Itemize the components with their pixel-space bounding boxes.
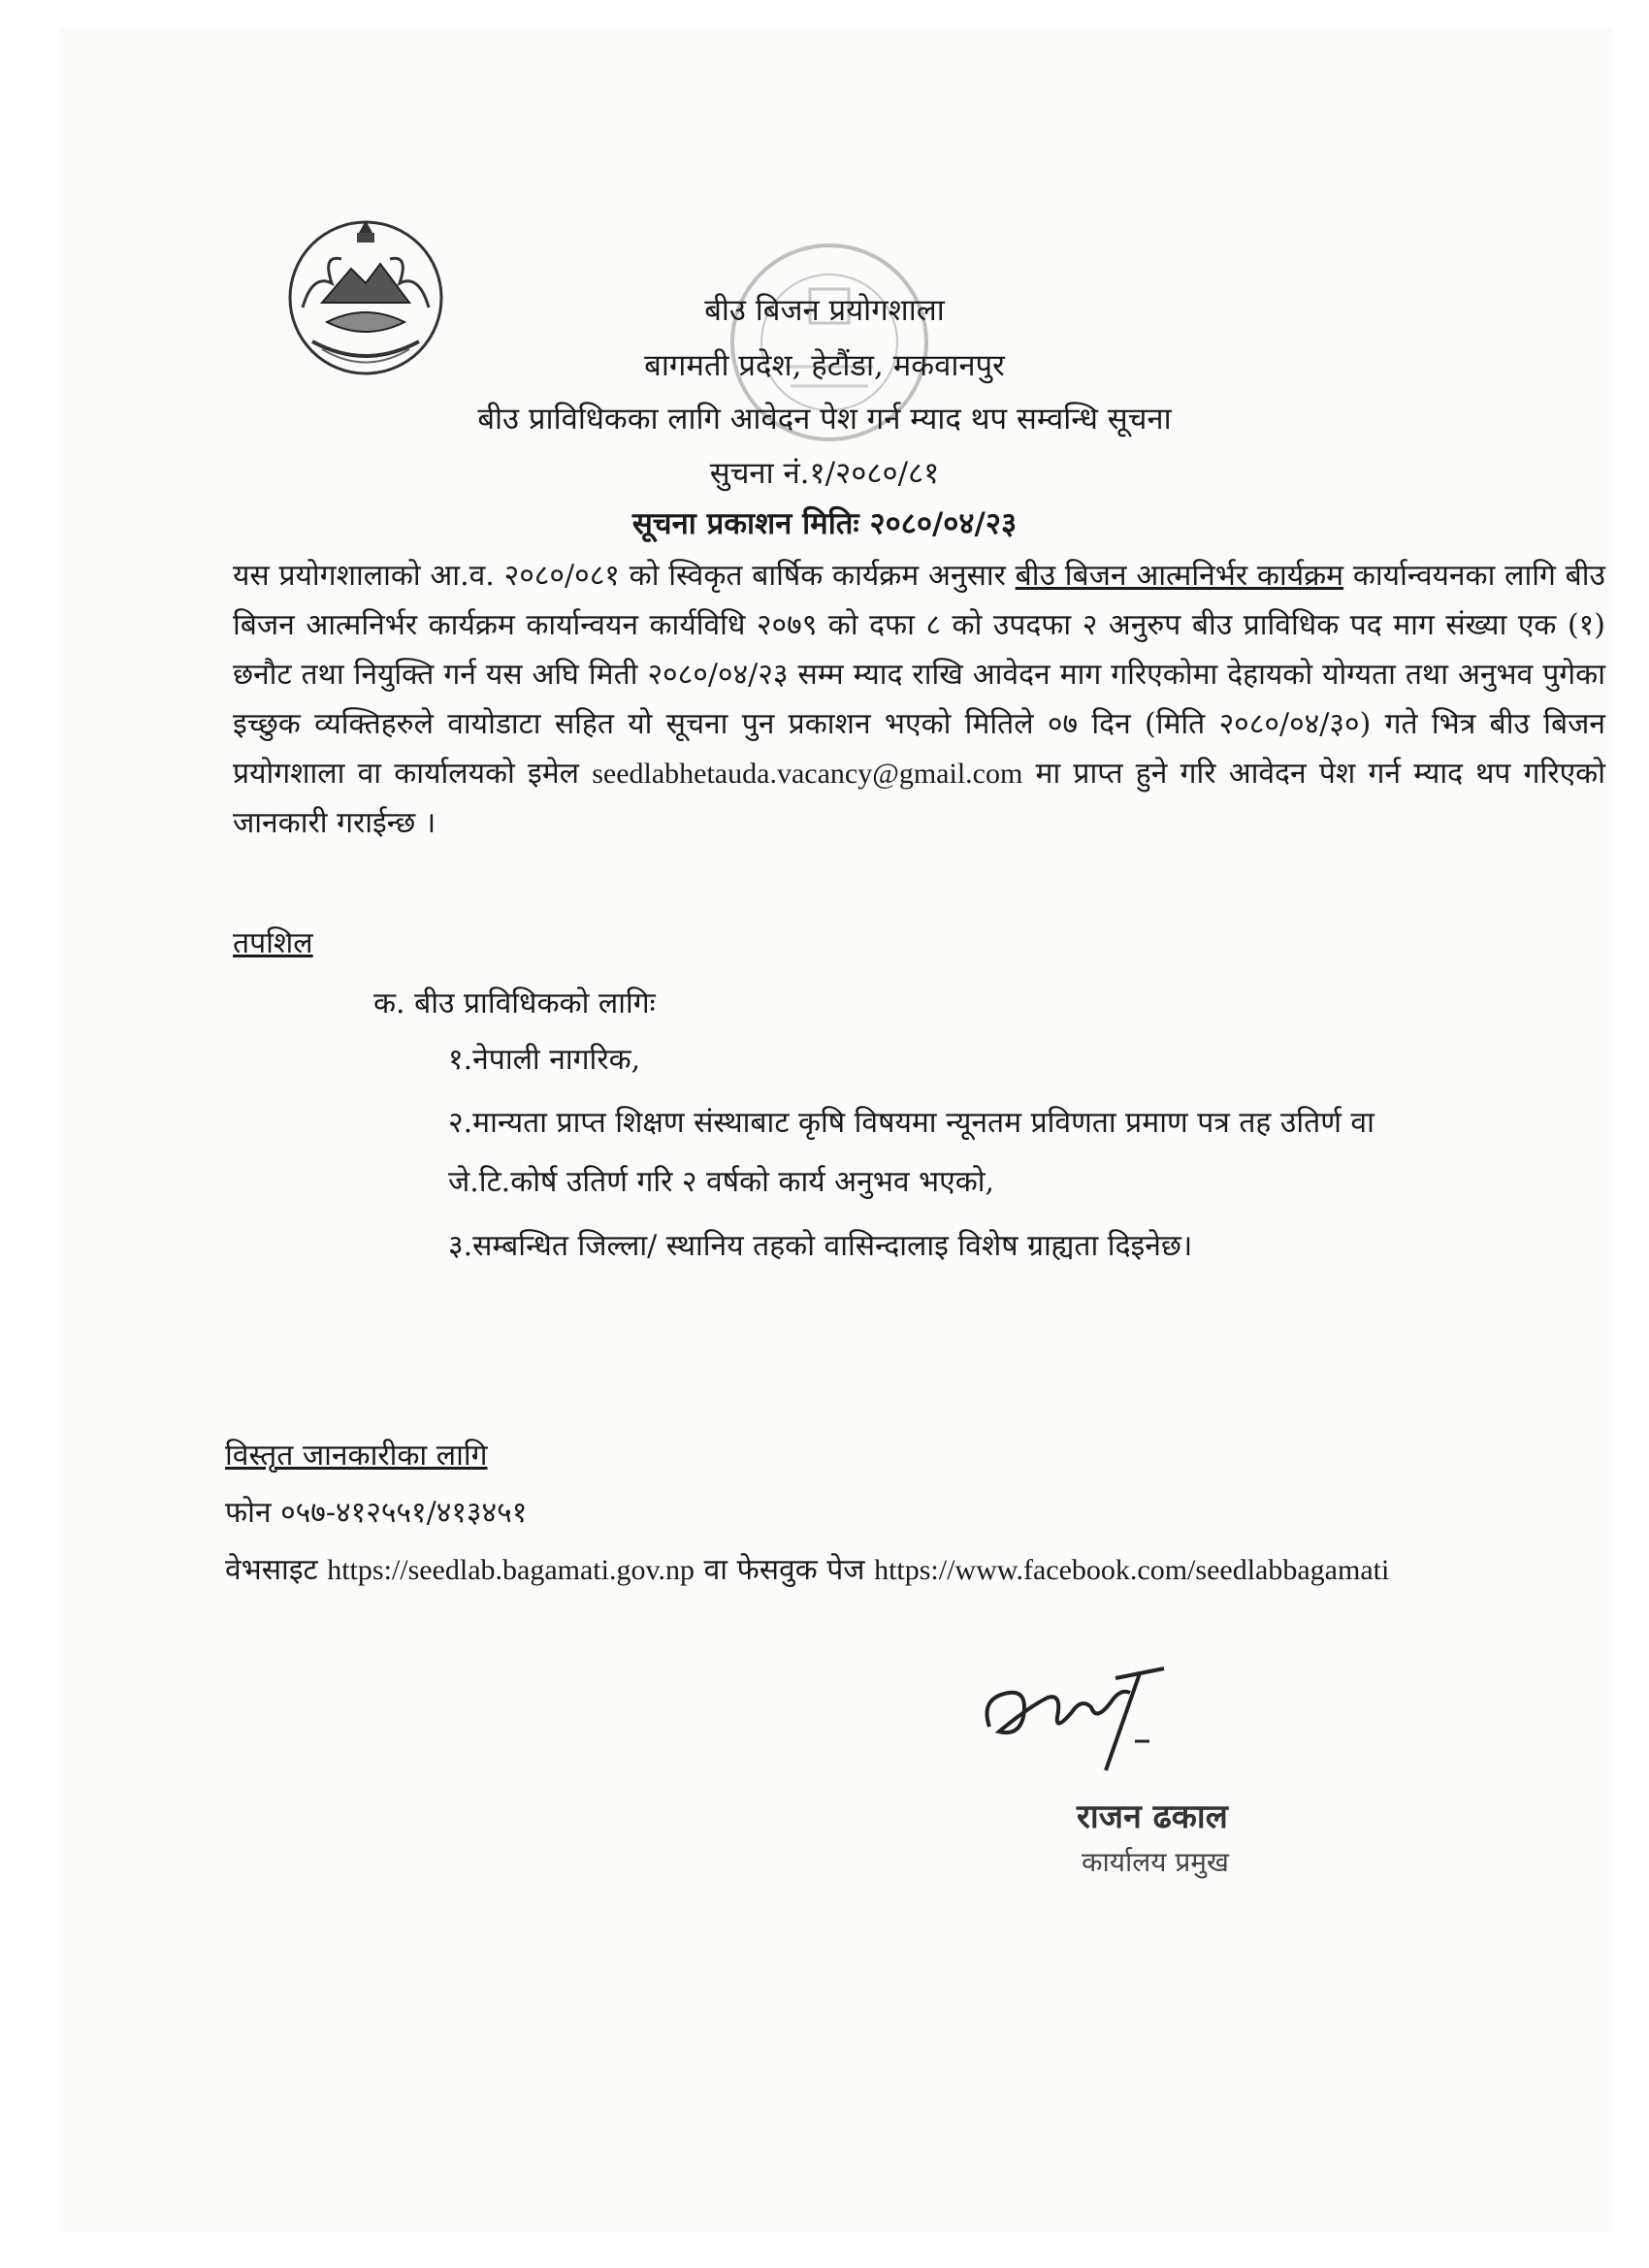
notice-subject: बीउ प्राविधिकका लागि आवेदन पेश गर्न म्याद थप सम्वन्धि सूचना xyxy=(477,402,1172,437)
contact-heading: विस्तृत जानकारीका लागि xyxy=(225,1439,488,1473)
signer-title: कार्यालय प्रमुख xyxy=(1082,1846,1229,1878)
program-name: बीउ बिजन आत्मनिर्भर कार्यक्रम xyxy=(1015,559,1344,593)
body-text-part2: कार्यान्वयनका लागि बीउ बिजन आत्मनिर्भर कार्यक्रम कार्यान्वयन कार्यविधि २०७९ को दफा ८ को उपदफा २ अनुरुप बीउ प्राविधिक पद माग संख्या एक (१) छनौट तथा नियुक्ति गर्न यस अघि मिती २०८०/०४/२३ सम्म म्याद राखि आवेदन माग गरिएकोमा देहायको योग्यता तथा अनुभव पुगेका इच्छुक व्यक्तिहरुले वायोडाटा सहित यो सूचना पुन प्रकाशन भएको मितिले ०७ दिन (मिति २०८०/०४/३०) गते भित्र बीउ बिजन प्रयोगशाला वा कार्यालयको इमेल xyxy=(233,559,1605,791)
handwritten-signature xyxy=(970,1649,1193,1775)
contact-phone: फोन ०५७-४१२५५१/४१३४५१ xyxy=(225,1496,528,1530)
requirement-item: २.मान्यता प्राप्त शिक्षण संस्थाबाट कृषि विषयमा न्यूनतम प्रविणता प्रमाण पत्र तह उतिर्ण वा xyxy=(448,1106,1374,1140)
requirement-item: जे.टि.कोर्ष उतिर्ण गरि २ वर्षको कार्य अनुभव भएको, xyxy=(448,1165,995,1199)
details-subheading: क. बीउ प्राविधिकको लागिः xyxy=(373,987,656,1021)
publication-date: सूचना प्रकाशन मितिः २०८०/०४/२३ xyxy=(631,506,1018,541)
body-text-part1: यस प्रयोगशालाको आ.व. २०८०/०८१ को स्विकृत बार्षिक कार्यक्रम अनुसार xyxy=(233,559,1016,593)
notice-body xyxy=(233,551,1605,848)
office-address: बागमती प्रदेश, हेटौंडा, मकवानपुर xyxy=(644,348,1005,383)
facebook-label: वा फेसवुक पेज xyxy=(703,1553,865,1587)
notice-number: सुचना नं.१/२०८०/८१ xyxy=(709,456,940,491)
website-link[interactable]: https://seedlab.bagamati.gov.np xyxy=(327,1554,695,1586)
requirement-item: १.नेपाली नागरिक, xyxy=(448,1043,641,1077)
body-text-part3: मा प्राप्त हुने गरि आवेदन पेश गर्न म्याद थप गरिएको जानकारी गराईन्छ । xyxy=(233,757,1605,840)
website-label: वेभसाइट xyxy=(225,1553,318,1587)
office-name: बीउ बिजन प्रयोगशाला xyxy=(704,293,945,328)
details-heading: तपशिल xyxy=(233,926,313,960)
signer-name: राजन ढकाल xyxy=(1077,1798,1228,1836)
application-email[interactable]: seedlabhetauda.vacancy@gmail.com xyxy=(592,758,1023,790)
requirement-item: ३.सम्बन्धित जिल्ला/ स्थानिय तहको वासिन्दालाइ विशेष ग्राह्यता दिइनेछ। xyxy=(448,1229,1193,1263)
contact-web-line xyxy=(225,1548,1389,1588)
facebook-link[interactable]: https://www.facebook.com/seedlabbagamati xyxy=(874,1554,1390,1586)
